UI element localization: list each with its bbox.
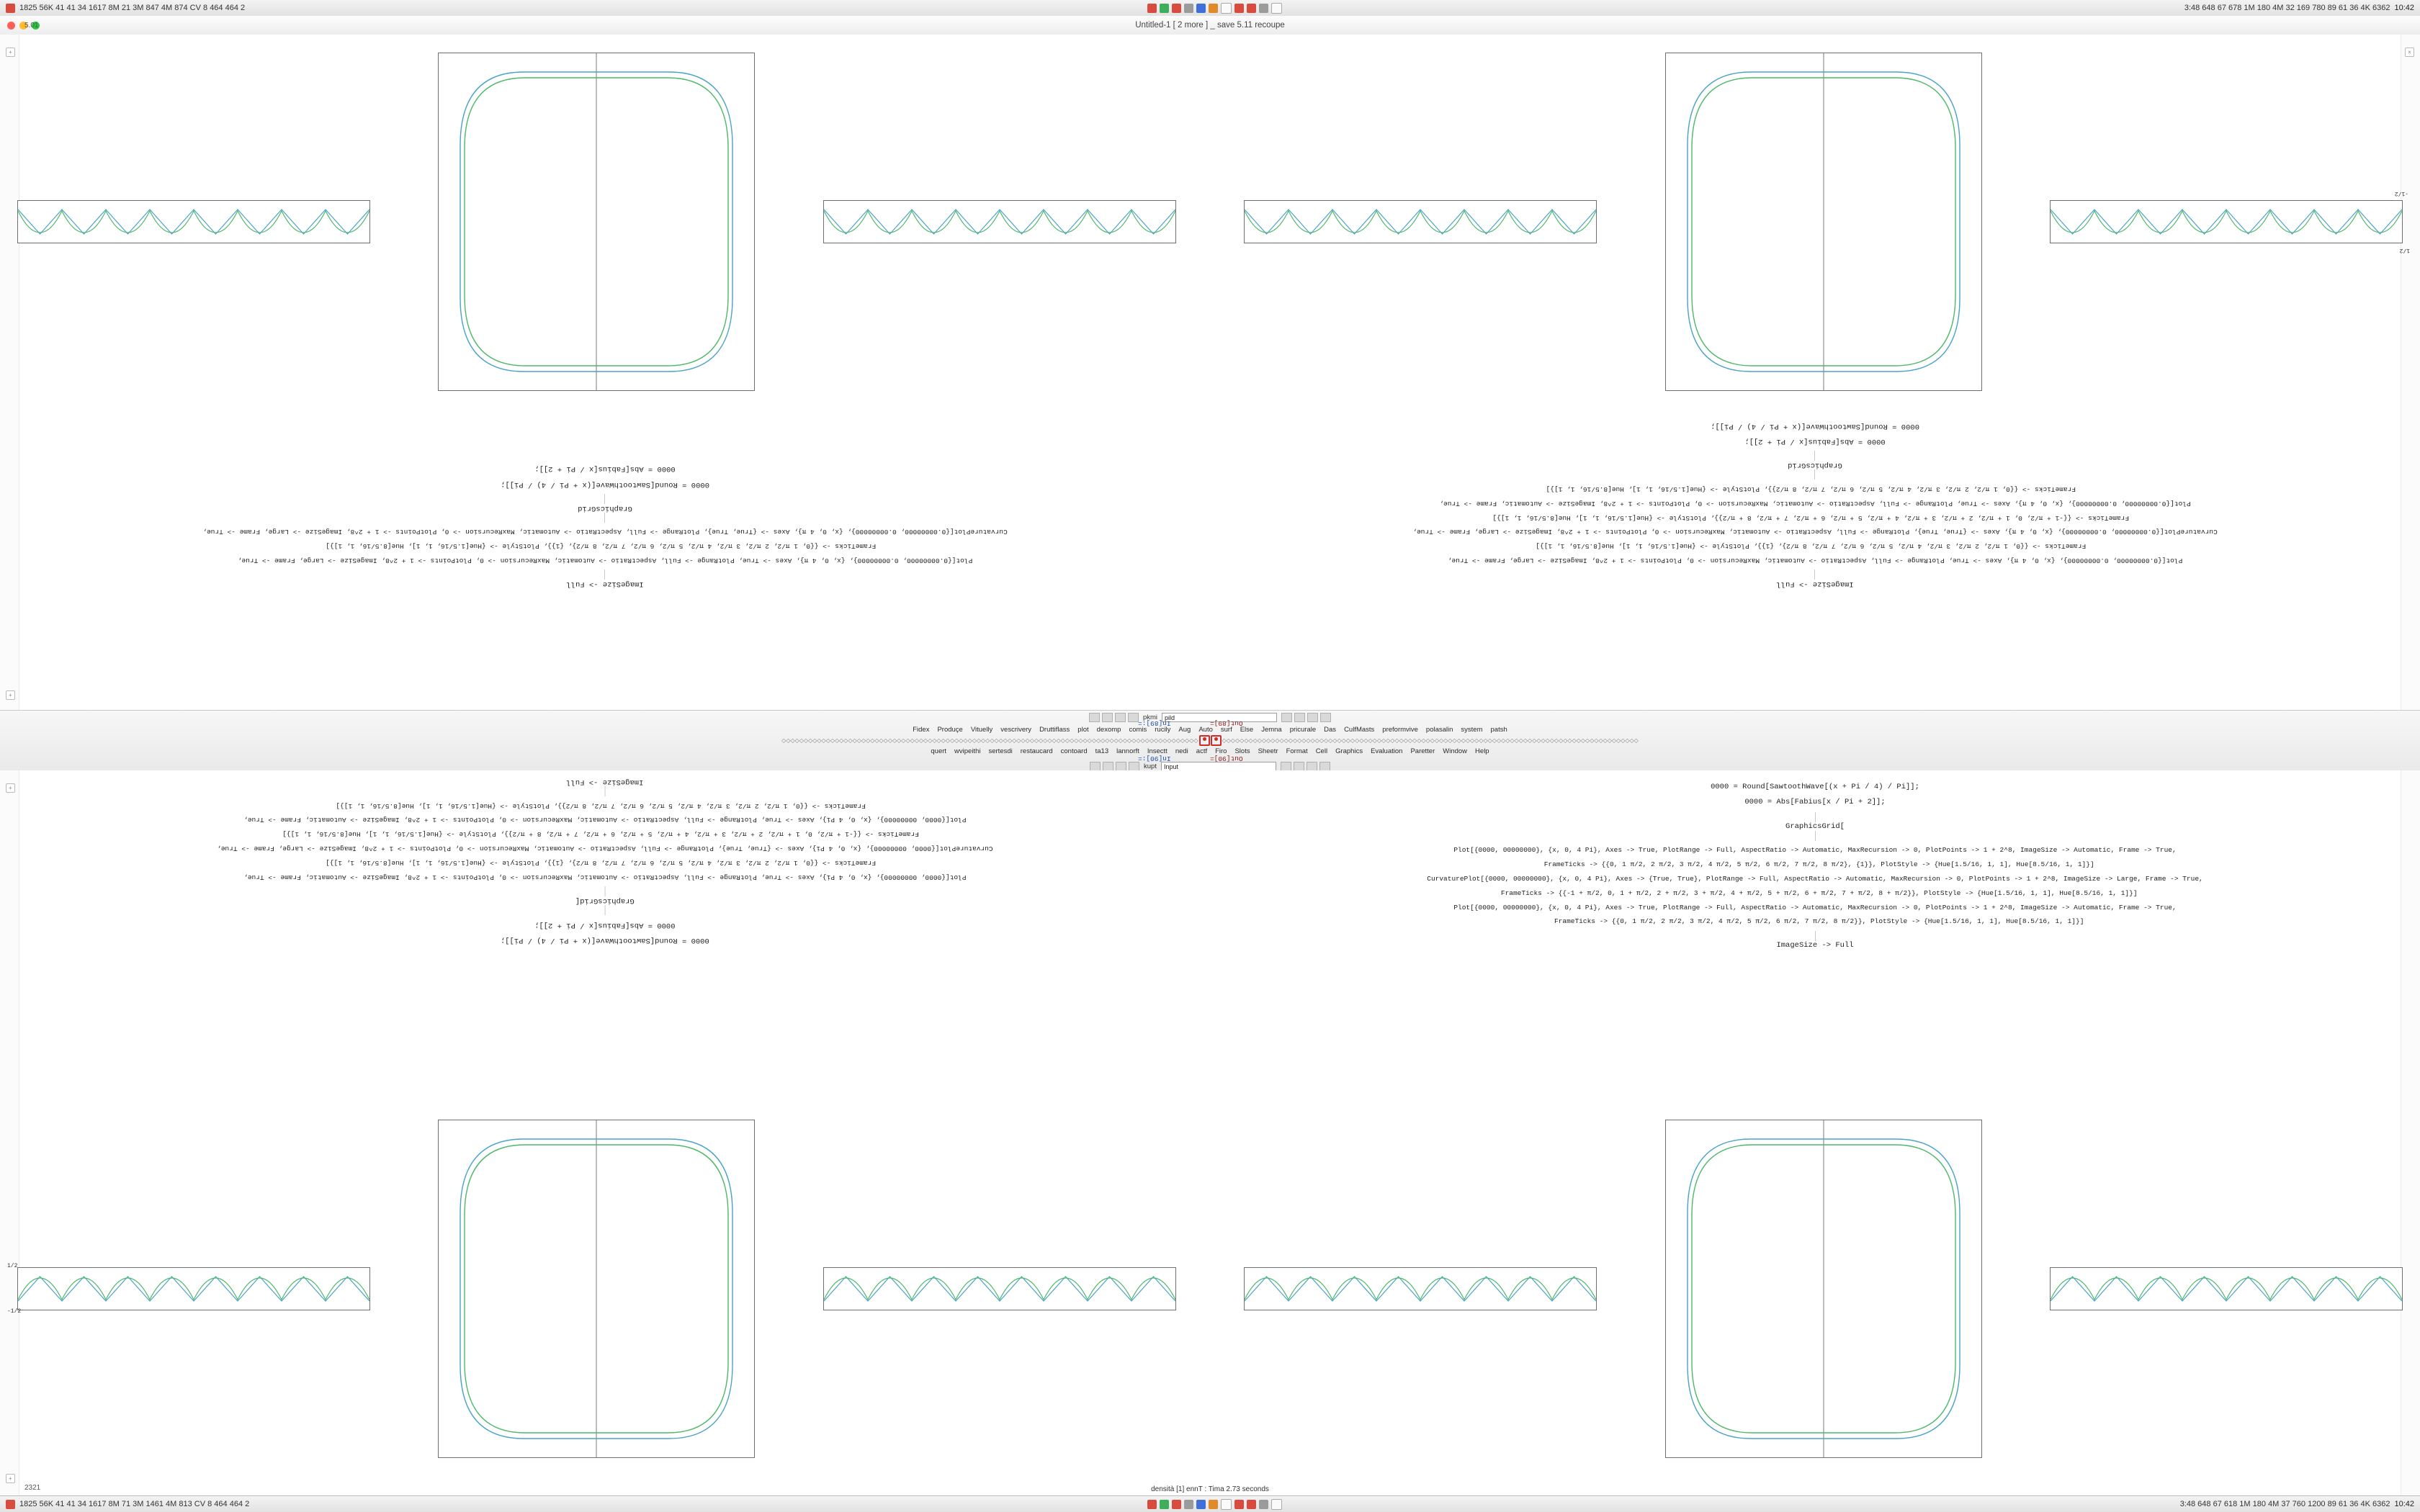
code-line: FrameTicks -> {{-1 + π/2, 0, 1 + π/2, 2 + π/2, 3 + π/2, 4 + π/2, 5 + π/2, 6 + π/2, 7 + π/2, 8 + π/2}}, PlotStyle -> {Hue[1.5/16, 1, 1], Hue[8.5/16, 1, 1]}] bbox=[1492, 513, 2138, 522]
menu-item[interactable]: Paretter bbox=[1410, 747, 1435, 755]
menu-item[interactable]: actf bbox=[1196, 747, 1208, 755]
grey-app-icon[interactable] bbox=[1259, 4, 1268, 13]
code-line: CurvaturePlot[{0000, 00000000}, {x, 0, 4 Pi}, Axes -> {True, True}, PlotRange -> Full, AspectRatio -> Automatic, MaxRecursion -> 0, PlotPoints -> 1 + 2^8, ImageSize -> Large, Frame -> True, bbox=[1427, 874, 2203, 883]
code-label-graphicsgrid: GraphicsGrid bbox=[578, 503, 632, 513]
red-app-icon[interactable] bbox=[1234, 4, 1244, 13]
code-line: Plot[{0.00000000, 0.00000000}, {x, 0, 4 π}, Axes -> True, PlotRange -> Full, AspectRatio -> Automatic, MaxRecursion -> 0, PlotPoints -> 1 + 2^8, ImageSize -> Large, Frame -> True, bbox=[1447, 557, 2183, 565]
rounded-square-plot-1-frame bbox=[1665, 53, 1982, 391]
cell-divider bbox=[605, 905, 606, 915]
menu-item[interactable]: polasalin bbox=[1425, 726, 1453, 734]
menu-item[interactable]: Druttiflass bbox=[1039, 726, 1070, 734]
top-bar-right-text: 3:48 648 67 678 1M 180 4M 32 169 780 89 61 36 4K 6362 bbox=[2184, 4, 2390, 12]
blue-app-icon[interactable] bbox=[1196, 4, 1206, 13]
wave-plot-4-curves bbox=[18, 201, 369, 243]
code-line: 0000 = Round[SawtoothWave[(x + Pi / 4) / Pi]]; bbox=[1711, 422, 1919, 431]
code-line: 0000 = Abs[Fabius[x / Pi + 2]]; bbox=[1744, 798, 1886, 807]
glyph-run-left: ◇◇◇◇◇◇◇◇◇◇◇◇◇◇◇◇◇◇◇◇◇◇◇◇◇◇◇◇◇◇◇◇◇◇◇◇◇◇◇◇◇◇◇◇◇◇◇◇◇◇◇◇◇◇◇◇◇◇◇◇◇◇◇◇◇◇◇◇◇◇◇◇◇◇◇◇◇◇◇◇◇◇◇◇◇◇◇◇◇◇◇◇◇◇ bbox=[781, 737, 1198, 744]
bottom-bar-tray bbox=[255, 1499, 2174, 1510]
out-marker-bottom: Out[90]= bbox=[1210, 755, 1243, 762]
top-bar-left-status bbox=[0, 4, 251, 13]
in-marker-top: In[89]:= bbox=[1138, 719, 1171, 727]
palette-swatch[interactable] bbox=[1089, 713, 1100, 722]
wave-plot-2-frame bbox=[1244, 200, 1597, 243]
rounded-square-plot-4-curves bbox=[1666, 1120, 1981, 1457]
code-line: 0000 = Abs[Fabius[x / Pi + 2]]; bbox=[1744, 437, 1886, 446]
green-app-icon[interactable] bbox=[1160, 4, 1169, 13]
palette-swatch[interactable] bbox=[1294, 713, 1305, 722]
menu-item[interactable]: comis bbox=[1129, 726, 1147, 734]
menu-item[interactable]: Firo bbox=[1215, 747, 1227, 755]
menu-item[interactable]: lannorft bbox=[1116, 747, 1139, 755]
code-line: 0000 = Abs[Fabius[x / Pi + 2]]; bbox=[534, 464, 676, 474]
rounded-square-plot-1-curves bbox=[1666, 53, 1981, 390]
menu-item[interactable]: Window bbox=[1443, 747, 1468, 755]
menu-item[interactable]: patsh bbox=[1490, 726, 1507, 734]
code-line: Plot[{0.00000000, 0.00000000}, {x, 0, 4 π}, Axes -> True, PlotRange -> Full, AspectRatio -> Automatic, MaxRecursion -> 0, PlotPoints -> 1 + 2^8, ImageSize -> Large, Frame -> True, bbox=[237, 557, 973, 565]
wave-plot-5-ytick: 1/2 bbox=[7, 1263, 18, 1269]
code-label-graphicsgrid: GraphicsGrid[ bbox=[1785, 822, 1845, 832]
menu-item[interactable]: Jemna bbox=[1261, 726, 1282, 734]
record-button-1[interactable] bbox=[1199, 735, 1210, 746]
wave-plot-3[interactable] bbox=[823, 200, 1176, 243]
palette-output-input[interactable]: Input bbox=[1161, 762, 1276, 771]
middle-toolbar[interactable] bbox=[0, 710, 2420, 773]
menu-item[interactable]: preformvive bbox=[1382, 726, 1418, 734]
menu-item[interactable]: Graphics bbox=[1335, 747, 1363, 755]
menu-item[interactable]: Cell bbox=[1315, 747, 1328, 755]
code-line: Plot[{0000, 00000000}, {x, 0, 4 Pi}, Axes -> True, PlotRange -> Full, AspectRatio -> Automatic, MaxRecursion -> 0, PlotPoints -> 1 + 2^8, ImageSize -> Automatic, Frame -> True, bbox=[1453, 846, 2177, 855]
bottom-bar-left-status bbox=[0, 1500, 255, 1509]
code-column-bottom-left[interactable] bbox=[48, 778, 1162, 950]
menu-item[interactable]: restaucard bbox=[1020, 747, 1053, 755]
wave-plot-4[interactable] bbox=[17, 200, 370, 243]
code-line: Plot[{0.00000000, 0.00000000}, {x, 0, 4 π}, Axes -> True, PlotRange -> Full, AspectRatio -> Automatic, MaxRecursion -> 0, PlotPoints -> 1 + 2^8, ImageSize -> Automatic, Frame -> True, bbox=[1439, 499, 2191, 508]
swatch-group-right[interactable] bbox=[1281, 713, 1331, 722]
menu-item[interactable]: nedi bbox=[1175, 747, 1188, 755]
cell-divider bbox=[1815, 570, 1816, 580]
code-label-imagesize: ImageSize -> Full bbox=[566, 778, 644, 786]
code-line: CurvaturePlot[{0.00000000, 0.00000000}, {x, 0, 4 π}, Axes -> {True, True}, PlotRange -> Full, AspectRatio -> Automatic, MaxRecursion -> 0, PlotPoints -> 1 + 2^8, ImageSize -> Large, Frame -> True, bbox=[1412, 528, 2218, 536]
red-app-icon[interactable] bbox=[1247, 4, 1256, 13]
in-marker-bottom: In[90]:= bbox=[1138, 755, 1171, 762]
code-label-imagesize: ImageSize -> Full bbox=[1776, 580, 1854, 589]
code-line: FrameTicks -> {{0, 1 π/2, 2 π/2, 3 π/2, 4 π/2, 5 π/2, 6 π/2, 7 π/2, 8 π/2}}, PlotStyle -> {Hue[1.5/16, 1, 1], Hue[8.5/16, 1, 1]}] bbox=[336, 801, 874, 810]
menu-item[interactable]: system bbox=[1461, 726, 1483, 734]
code-label-graphicsgrid: GraphicsGrid[ bbox=[575, 896, 635, 905]
wave-plot-1-ytick: 1/2 bbox=[2399, 247, 2410, 253]
rounded-square-plot-4[interactable] bbox=[1665, 1120, 1982, 1458]
wave-plot-7-frame bbox=[1244, 1267, 1597, 1310]
white-app-icon[interactable] bbox=[1221, 3, 1232, 14]
wave-plot-5[interactable] bbox=[7, 1263, 370, 1315]
system-bottom-bar bbox=[0, 1495, 2420, 1512]
evaluation-status: densità [1] ennT : Tima 2.73 seconds bbox=[1151, 1485, 1269, 1493]
orange-app-icon[interactable] bbox=[1209, 1500, 1218, 1509]
top-bar-clock: 10:42 bbox=[2394, 4, 2414, 12]
menu-item[interactable]: quert bbox=[931, 747, 947, 755]
rounded-square-plot-2[interactable] bbox=[438, 53, 755, 391]
code-line: 0000 = Round[SawtoothWave[(x + Pi / 4) / Pi]]; bbox=[501, 936, 709, 945]
wave-plot-2[interactable] bbox=[1244, 200, 1597, 243]
system-top-bar bbox=[0, 0, 2420, 17]
pane-status-bottom: 2321 bbox=[24, 1484, 41, 1492]
glyph-strip bbox=[0, 734, 2420, 747]
cell-divider bbox=[605, 494, 606, 504]
palette-field-label: pkmi bbox=[1142, 714, 1158, 721]
cell-divider bbox=[1815, 812, 1816, 822]
notebook-pane-bottom[interactable] bbox=[0, 770, 2420, 1496]
code-line: FrameTicks -> {{0, 1 π/2, 2 π/2, 3 π/2, 4 π/2, 5 π/2, 6 π/2, 7 π/2, 8 π/2}, {1}}, PlotStyle -> {Hue[1.5/16, 1, 1], Hue[8.5/16, 1, 1]}] bbox=[1536, 860, 2094, 869]
code-line: FrameTicks -> {{0, 1 π/2, 2 π/2, 3 π/2, 4 π/2, 5 π/2, 6 π/2, 7 π/2, 8 π/2}, {1}}, PlotStyle -> {Hue[1.5/16, 1, 1], Hue[8.5/16, 1, 1]}] bbox=[326, 858, 884, 867]
apple-menu-icon[interactable] bbox=[6, 4, 15, 13]
palette-swatch[interactable] bbox=[1281, 713, 1292, 722]
palette-swatch[interactable] bbox=[1115, 713, 1126, 722]
white-app-icon[interactable] bbox=[1271, 3, 1282, 14]
red-app-icon[interactable] bbox=[1247, 1500, 1256, 1509]
code-column-bottom-right[interactable] bbox=[1258, 778, 2372, 950]
white-app-icon[interactable] bbox=[1221, 1499, 1232, 1510]
wave-plot-8-frame bbox=[2050, 1267, 2403, 1310]
cell-marker-icon[interactable]: + bbox=[6, 690, 15, 700]
rounded-square-plot-2-frame bbox=[438, 53, 755, 391]
cell-divider bbox=[605, 570, 606, 580]
rounded-square-plot-1[interactable] bbox=[1665, 53, 1982, 391]
menu-item[interactable]: sertesdi bbox=[988, 747, 1013, 755]
menu-item[interactable]: vescrivery bbox=[1000, 726, 1032, 734]
wave-plot-3-curves bbox=[824, 201, 1175, 243]
wave-plot-1-ytick: -1/2 bbox=[2394, 190, 2408, 197]
plot-row-top bbox=[0, 42, 2420, 402]
palette-input-label: kupt bbox=[1144, 762, 1157, 770]
white-app-icon[interactable] bbox=[1271, 1499, 1282, 1510]
wave-plot-6-frame bbox=[823, 1267, 1176, 1310]
code-line: CurvaturePlot[{0.00000000, 0.00000000}, {x, 0, 4 π}, Axes -> {True, True}, PlotRange -> Full, AspectRatio -> Automatic, MaxRecursion -> 0, PlotPoints -> 1 + 2^8, ImageSize -> Large, Frame -> True, bbox=[202, 528, 1008, 536]
code-line: CurvaturePlot[{0000, 00000000}, {x, 0, 4 Pi}, Axes -> {True, True}, PlotRange -> Full, AspectRatio -> Automatic, MaxRecursion -> 0, PlotPoints -> 1 + 2^8, ImageSize -> Large, Frame -> True, bbox=[217, 845, 993, 853]
bottom-bar-right-status bbox=[2174, 1500, 2420, 1508]
bottom-bar-left-text: 1825 56K 41 41 34 1617 8M 71 3M 1461 4M 813 CV 8 464 464 2 bbox=[19, 1500, 250, 1508]
cell-divider bbox=[1815, 451, 1816, 461]
code-line: Plot[{0000, 00000000}, {x, 0, 4 Pi}, Axes -> True, PlotRange -> Full, AspectRatio -> Automatic, MaxRecursion -> 0, PlotPoints -> 1 + 2^8, ImageSize -> Automatic, Frame -> True, bbox=[1453, 903, 2177, 912]
code-label-graphicsgrid: GraphicsGrid bbox=[1788, 461, 1842, 470]
code-column-left[interactable] bbox=[1258, 416, 2372, 588]
code-line: 0000 = Round[SawtoothWave[(x + Pi / 4) / Pi]]; bbox=[1711, 783, 1919, 791]
menu-item[interactable]: Auto bbox=[1198, 726, 1213, 734]
code-line: Plot[{0000, 00000000}, {x, 0, 4 Pi}, Axes -> True, PlotRange -> Full, AspectRatio -> Automatic, MaxRecursion -> 0, PlotPoints -> 1 + 2^8, ImageSize -> Automatic, Frame -> True, bbox=[243, 873, 967, 881]
rounded-square-plot-4-frame bbox=[1665, 1120, 1982, 1458]
palette-swatch[interactable] bbox=[1320, 713, 1331, 722]
menu-item[interactable]: Produçe bbox=[937, 726, 963, 734]
menu-item[interactable]: plot bbox=[1077, 726, 1089, 734]
menu-item[interactable]: Format bbox=[1286, 747, 1308, 755]
menu-item[interactable]: Slots bbox=[1234, 747, 1250, 755]
glyph-run-right: ◇◇◇◇◇◇◇◇◇◇◇◇◇◇◇◇◇◇◇◇◇◇◇◇◇◇◇◇◇◇◇◇◇◇◇◇◇◇◇◇◇◇◇◇◇◇◇◇◇◇◇◇◇◇◇◇◇◇◇◇◇◇◇◇◇◇◇◇◇◇◇◇◇◇◇◇◇◇◇◇◇◇◇◇◇◇◇◇◇◇◇◇◇◇ bbox=[1222, 737, 1639, 744]
cell-marker-icon[interactable]: + bbox=[6, 1474, 15, 1483]
orange-app-icon[interactable] bbox=[1209, 4, 1218, 13]
red-app-icon[interactable] bbox=[1147, 4, 1157, 13]
wave-plot-8-curves bbox=[2051, 1268, 2402, 1310]
wave-plot-3-frame bbox=[823, 200, 1176, 243]
menu-item[interactable]: ta13 bbox=[1095, 747, 1109, 755]
menu-item[interactable]: contoard bbox=[1060, 747, 1088, 755]
wave-plot-1[interactable] bbox=[2050, 190, 2410, 253]
pane-status-left: 5.01 bbox=[24, 22, 39, 30]
code-area-top[interactable] bbox=[0, 416, 2420, 588]
record-button-2[interactable] bbox=[1211, 735, 1222, 746]
cell-divider bbox=[1815, 469, 1816, 480]
blue-app-icon[interactable] bbox=[1196, 1500, 1206, 1509]
menu-item[interactable]: rucily bbox=[1155, 726, 1171, 734]
rounded-square-plot-3-frame bbox=[438, 1120, 755, 1458]
bottom-bar-right-text: 3:48 648 67 618 1M 180 4M 37 760 1200 89 61 36 4K 6362 bbox=[2179, 1500, 2390, 1508]
menu-item[interactable]: Insectt bbox=[1147, 747, 1168, 755]
cell-marker-icon[interactable]: + bbox=[6, 783, 15, 793]
wave-plot-5-frame bbox=[17, 1267, 370, 1310]
menu-item[interactable]: surf bbox=[1220, 726, 1232, 734]
code-label-imagesize: ImageSize -> Full bbox=[566, 580, 644, 589]
wave-plot-2-curves bbox=[1245, 201, 1596, 243]
menu-item[interactable]: pricurale bbox=[1289, 726, 1317, 734]
code-line: FrameTicks -> {{0, 1 π/2, 2 π/2, 3 π/2, 4 π/2, 5 π/2, 6 π/2, 7 π/2, 8 π/2}, {1}}, PlotStyle -> {Hue[1.5/16, 1, 1], Hue[8.5/16, 1, 1]}] bbox=[1536, 542, 2094, 551]
grey-app-icon[interactable] bbox=[1259, 1500, 1268, 1509]
wave-plot-6[interactable] bbox=[823, 1267, 1176, 1310]
wave-plot-7-curves bbox=[1245, 1268, 1596, 1310]
rounded-square-plot-2-curves bbox=[439, 53, 754, 390]
cell-divider bbox=[1815, 831, 1816, 841]
rounded-square-plot-3-curves bbox=[439, 1120, 754, 1457]
wave-plot-5-ytick: -1/2 bbox=[7, 1308, 22, 1315]
bottom-bar-clock: 10:42 bbox=[2394, 1500, 2414, 1508]
red-app-icon[interactable] bbox=[1147, 1500, 1157, 1509]
plot-row-bottom bbox=[0, 1109, 2420, 1469]
grey-app-icon[interactable] bbox=[1184, 4, 1193, 13]
cell-marker-icon[interactable]: + bbox=[6, 48, 15, 57]
menu-item[interactable]: Vituelly bbox=[970, 726, 993, 734]
cell-divider bbox=[1815, 931, 1816, 941]
out-marker-top: Out[89]= bbox=[1210, 719, 1243, 727]
menu-item[interactable]: wvipeithi bbox=[954, 747, 981, 755]
menu-item[interactable]: Help bbox=[1475, 747, 1489, 755]
cell-divider bbox=[605, 786, 606, 796]
code-line: FrameTicks -> {{0, 1 π/2, 2 π/2, 3 π/2, 4 π/2, 5 π/2, 6 π/2, 7 π/2, 8 π/2}, {1}}, PlotStyle -> {Hue[1.5/16, 1, 1], Hue[8.5/16, 1, 1]}] bbox=[326, 542, 884, 551]
top-bar-left-text: 1825 56K 41 41 34 1617 8M 21 3M 847 4M 874 CV 8 464 464 2 bbox=[19, 4, 246, 12]
code-line: FrameTicks -> {{0, 1 π/2, 2 π/2, 3 π/2, 4 π/2, 5 π/2, 6 π/2, 7 π/2, 8 π/2}}, PlotStyle -> {Hue[1.5/16, 1, 1], Hue[8.5/16, 1, 1]}] bbox=[1546, 485, 2084, 494]
code-label-imagesize: ImageSize -> Full bbox=[1776, 941, 1854, 950]
window-title-bar bbox=[0, 16, 2420, 35]
menu-item[interactable]: Fidex bbox=[913, 726, 930, 734]
code-line: FrameTicks -> {{0, 1 π/2, 2 π/2, 3 π/2, 4 π/2, 5 π/2, 6 π/2, 7 π/2, 8 π/2}}, PlotStyle -> {Hue[1.5/16, 1, 1], Hue[8.5/16, 1, 1]}] bbox=[1546, 917, 2084, 926]
palette-swatch[interactable] bbox=[1307, 713, 1318, 722]
red-app-icon[interactable] bbox=[1234, 1500, 1244, 1509]
top-bar-tray bbox=[251, 3, 2179, 14]
menu-item[interactable]: Else bbox=[1240, 726, 1254, 734]
palette-swatch[interactable] bbox=[1102, 713, 1113, 722]
wave-plot-1-frame bbox=[2050, 200, 2403, 243]
code-line: FrameTicks -> {{-1 + π/2, 0, 1 + π/2, 2 + π/2, 3 + π/2, 4 + π/2, 5 + π/2, 6 + π/2, 7 + π/2, 8 + π/2}}, PlotStyle -> {Hue[1.5/16, 1, 1], Hue[8.5/16, 1, 1]}] bbox=[282, 830, 928, 839]
menu-item[interactable]: dexomp bbox=[1096, 726, 1121, 734]
swatch-group-left[interactable] bbox=[1089, 713, 1139, 722]
rounded-square-plot-3[interactable] bbox=[438, 1120, 755, 1458]
wave-plot-5-curves bbox=[18, 1268, 369, 1310]
wave-plot-4-frame bbox=[17, 200, 370, 243]
menu-item[interactable]: CulfMasts bbox=[1344, 726, 1375, 734]
close-icon[interactable] bbox=[7, 22, 15, 30]
top-bar-right-status bbox=[2179, 4, 2420, 12]
grey-app-icon[interactable] bbox=[1184, 1500, 1193, 1509]
cell-divider bbox=[605, 513, 606, 523]
red-app-icon[interactable] bbox=[1172, 4, 1181, 13]
menu-item[interactable]: Aug bbox=[1178, 726, 1191, 734]
apple-menu-icon[interactable] bbox=[6, 1500, 15, 1509]
menu-item[interactable]: Sheetr bbox=[1258, 747, 1278, 755]
red-app-icon[interactable] bbox=[1172, 1500, 1181, 1509]
code-line: FrameTicks -> {{-1 + π/2, 0, 1 + π/2, 2 + π/2, 3 + π/2, 4 + π/2, 5 + π/2, 6 + π/2, 7 + π/2, 8 + π/2}}, PlotStyle -> {Hue[1.5/16, 1, 1], Hue[8.5/16, 1, 1]}] bbox=[1492, 888, 2138, 897]
code-line: Plot[{0000, 00000000}, {x, 0, 4 Pi}, Axes -> True, PlotRange -> Full, AspectRatio -> Automatic, MaxRecursion -> 0, PlotPoints -> 1 + 2^8, ImageSize -> Automatic, Frame -> True, bbox=[243, 816, 967, 824]
code-line: 0000 = Abs[Fabius[x / Pi + 2]]; bbox=[534, 920, 676, 930]
window-title: Untitled-1 [ 2 more ] _ save 5.11 recoupe bbox=[1135, 21, 1285, 30]
wave-plot-7[interactable] bbox=[1244, 1267, 1597, 1310]
menu-item[interactable]: Evaluation bbox=[1371, 747, 1403, 755]
cell-divider bbox=[605, 886, 606, 896]
code-line: 0000 = Round[SawtoothWave[(x + Pi / 4) / Pi]]; bbox=[501, 480, 709, 489]
green-app-icon[interactable] bbox=[1160, 1500, 1169, 1509]
menu-item[interactable]: Das bbox=[1324, 726, 1337, 734]
code-area-bottom[interactable] bbox=[0, 778, 2420, 950]
wave-plot-8[interactable] bbox=[2050, 1267, 2403, 1310]
wave-plot-1-curves bbox=[2051, 201, 2402, 243]
code-column-right[interactable] bbox=[48, 459, 1162, 588]
palette-input[interactable]: pild bbox=[1162, 713, 1277, 722]
cell-marker-icon[interactable]: × bbox=[2405, 48, 2414, 57]
wave-plot-6-curves bbox=[824, 1268, 1175, 1310]
